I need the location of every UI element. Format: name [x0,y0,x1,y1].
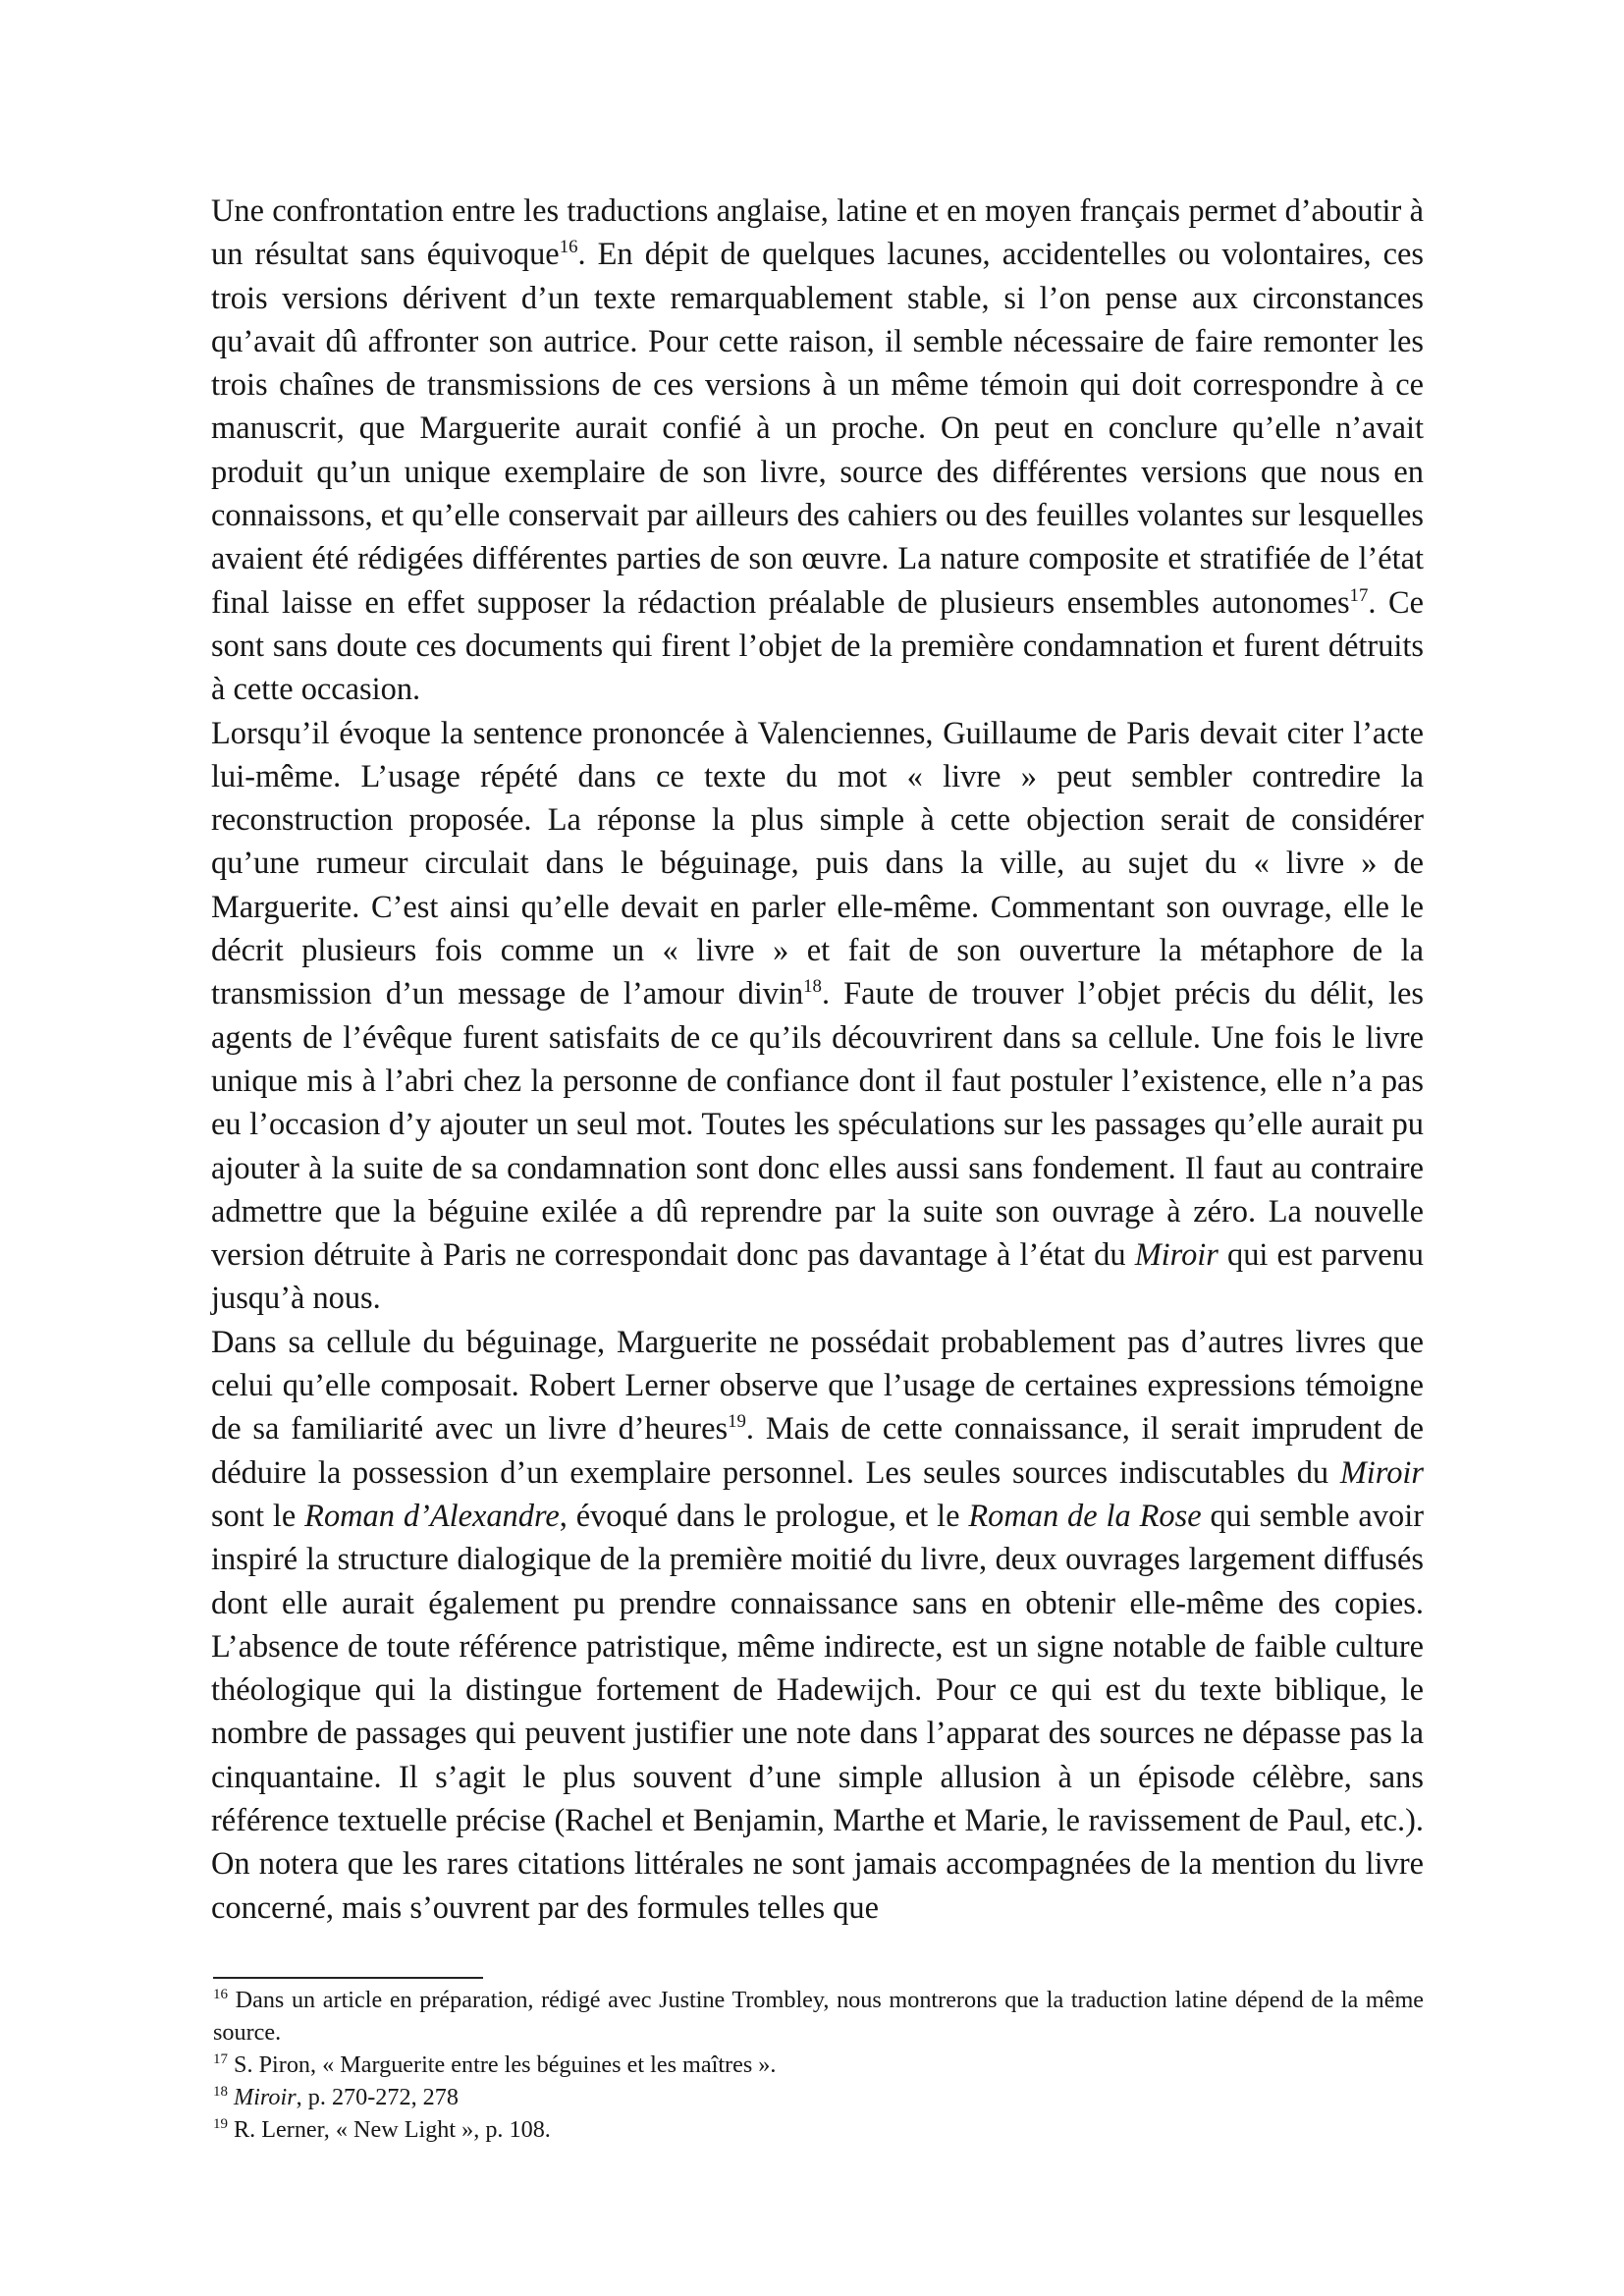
footnote-ref-16: 16 [559,237,578,258]
paragraph-1-text: Une confrontation entre les traductions anglaise, latine et en moyen français permet d’aboutir à un résultat sans équivoque [211,193,1424,273]
paragraph-3-text: qui semble avoir inspiré la structure dialogique de la première moitié du livre, deux ouvrages largement diffusés dont elle aurait également pu prendre connaissance sans en obtenir elle-même des copies. L’absence de toute référence patristique, même indirecte, est un signe notable de faible culture théologique qui la distingue fortement de Hadewijch. Pour ce qui est du texte biblique, le nombre de passages qui peuvent justifier une note dans l’apparat des sources ne dépasse pas la cinquantaine. Il s’agit le plus souvent d’une simple allusion à un épisode célèbre, sans référence textuelle précise (Rachel et Benjamin, Marthe et Marie, le ravissement de Paul, etc.). On notera que les rares citations littérales ne sont jamais accompagnées de la mention du livre concerné, mais s’ouvrent par des formules telles que [211,1498,1424,1926]
footnote-ref-18: 18 [803,976,822,998]
footnote-ref-17: 17 [1349,584,1369,606]
paragraph-3-text: Dans sa cellule du béguinage, Marguerite ne possédait probablement pas d’autres livres que celui qu’elle composait. Robert Lerner observe que l’usage de certaines expressions témoigne de sa familiarité avec un livre d’heures [211,1324,1424,1448]
body-text [211,190,1424,1930]
paragraph-2-text: qui est parvenu jusqu’à nous. [211,1237,1424,1317]
footnote-text: S. Piron, « Marguerite entre les béguines et les maîtres ». [228,2051,777,2078]
footnote-text: Dans un article en préparation, rédigé avec Justine Trombley, nous montrerons que la traduction latine dépend de la même source. [213,1987,1424,2046]
footnote-text: R. Lerner, « New Light », p. 108. [228,2116,551,2143]
italic-title: Roman d’Alexandre [304,1498,560,1534]
footnote-number: 19 [213,2115,228,2132]
paragraph-1-text: . Ce sont sans doute ces documents qui firent l’objet de la première condamnation et furent détruits à cette occasion. [211,584,1424,708]
footnote-17 [213,2049,1424,2081]
paragraph-3-text: sont le [211,1498,305,1534]
footnotes [213,1984,1424,2146]
footnote-text: , p. 270-272, 278 [296,2084,459,2110]
italic-title: Miroir [234,2084,297,2110]
italic-title: Roman de la Rose [968,1498,1202,1534]
footnote-19 [213,2113,1424,2146]
paragraph-3 [211,1321,1424,1930]
footnote-number: 17 [213,2050,228,2067]
paragraph-3-text: , évoqué dans le prologue, et le [559,1498,969,1534]
paragraph-3-text: . Mais de cette connaissance, il serait imprudent de déduire la possession d’un exemplaire personnel. Les seules sources indiscutables du [211,1411,1425,1491]
paragraph-2-text: Lorsqu’il évoque la sentence prononcée à Valenciennes, Guillaume de Paris devait citer l’acte lui-même. L’usage répété dans ce texte du mot « livre » peut sembler contredire la reconstruction proposée. La réponse la plus simple à cette objection serait de considérer qu’une rumeur circulait dans le béguinage, puis dans la ville, au sujet du « livre » de Marguerite. C’est ainsi qu’elle devait en parler elle-même. Commentant son ouvrage, elle le décrit plusieurs fois comme un « livre » et fait de son ouverture la métaphore de la transmission d’un message de l’amour divin [211,715,1424,1012]
italic-title: Miroir [1134,1237,1218,1274]
footnote-ref-19: 19 [728,1411,746,1433]
paragraph-2-text: . Faute de trouver l’objet précis du délit, les agents de l’évêque furent satisfaits de ce qu’ils découvrirent dans sa cellule. Une fois le livre unique mis à l’abri chez la personne de confiance dont il faut postuler l’existence, elle n’a pas eu l’occasion d’y ajouter un seul mot. Toutes les spéculations sur les passages qu’elle aurait pu ajouter à la suite de sa condamnation sont donc elles aussi sans fondement. Il faut au contraire admettre que la béguine exilée a dû reprendre par la suite son ouvrage à zéro. La nouvelle version détruite à Paris ne correspondait donc pas davantage à l’état du [211,976,1424,1274]
footnote-separator [213,1977,483,1979]
paragraph-1 [211,190,1424,712]
footnote-18 [213,2081,1424,2113]
footnote-number: 16 [213,1986,228,2002]
paragraph-1-text: . En dépit de quelques lacunes, accidentelles ou volontaires, ces trois versions dérivent d’un texte remarquablement stable, si l’on pense aux circonstances qu’avait dû affronter son autrice. Pour cette raison, il semble nécessaire de faire remonter les trois chaînes de transmissions de ces versions à un même témoin qui doit correspondre à ce manuscrit, que Marguerite aurait confié à un proche. On peut en conclure qu’elle n’avait produit qu’un unique exemplaire de son livre, source des différentes versions que nous en connaissons, et qu’elle conservait par ailleurs des cahiers ou des feuilles volantes sur lesquelles avaient été rédigées différentes parties de son œuvre. La nature composite et stratifiée de l’état final laisse en effet supposer la rédaction préalable de plusieurs ensembles autonomes [211,237,1424,621]
footnote-number: 18 [213,2083,228,2100]
footnote-16 [213,1984,1424,2049]
paragraph-2 [211,712,1424,1321]
italic-title: Miroir [1339,1454,1424,1491]
